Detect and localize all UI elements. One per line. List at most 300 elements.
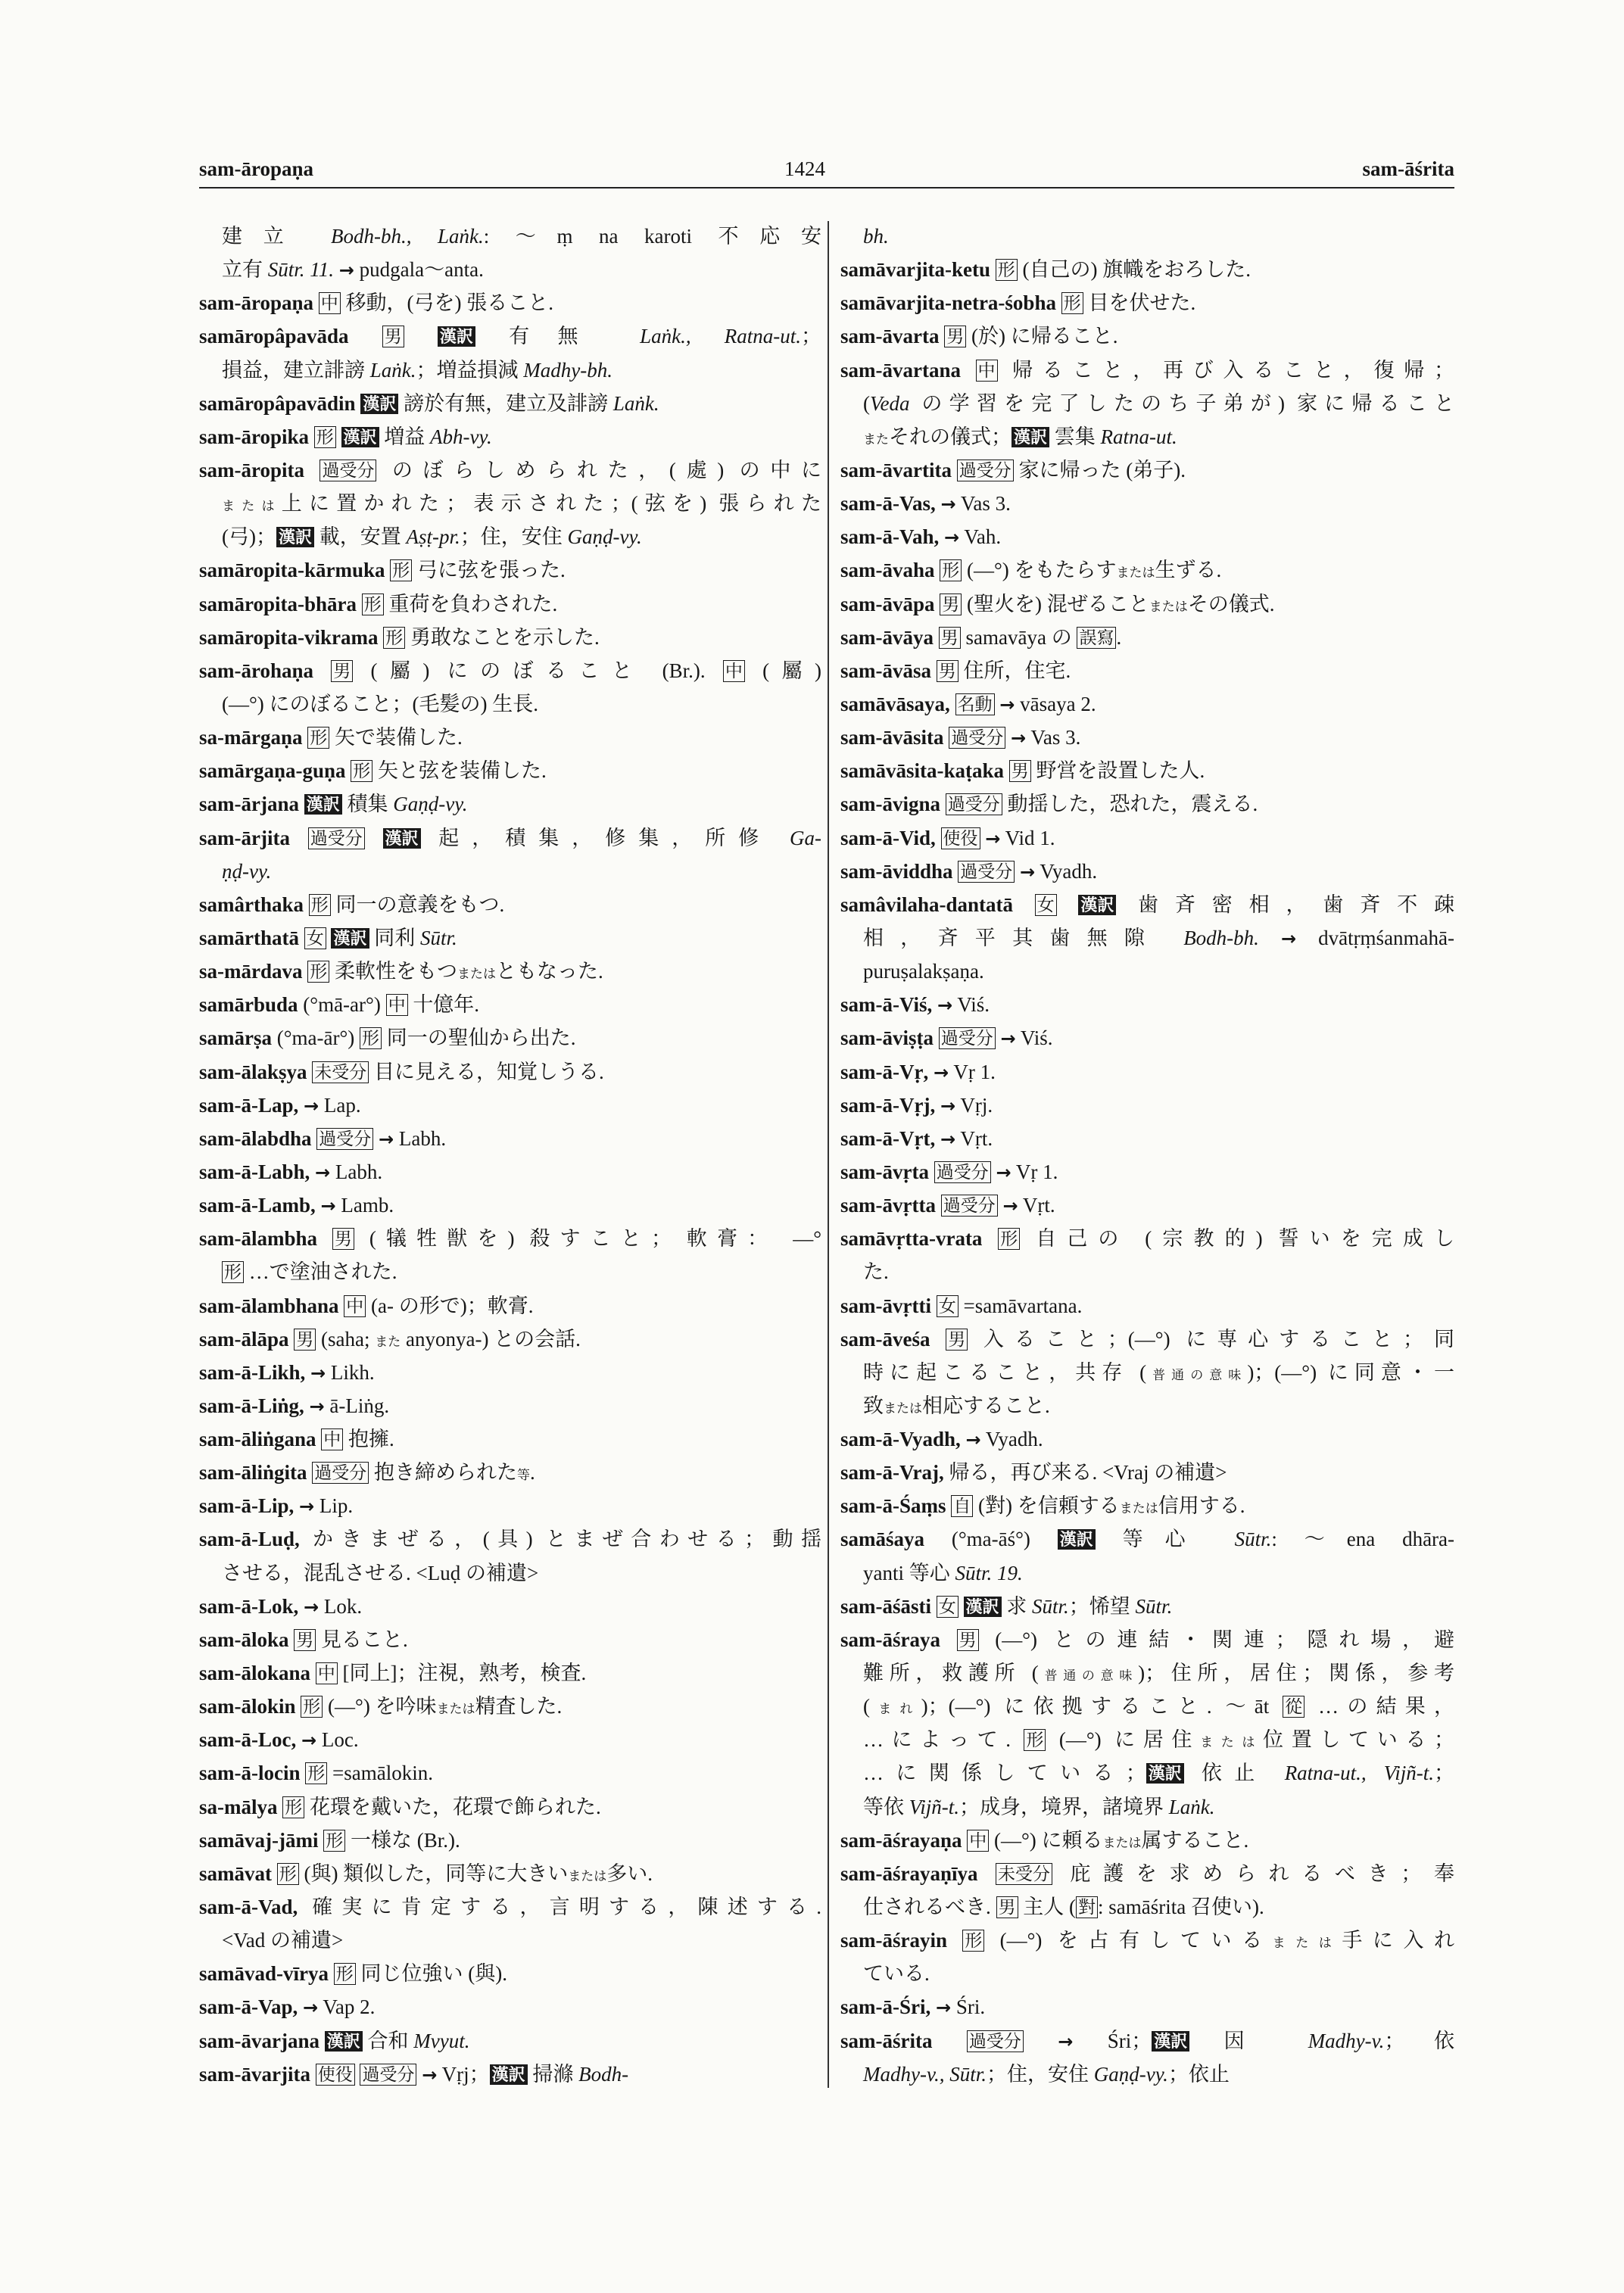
entry-text: た.: [863, 1260, 889, 1284]
grammar-label: 女: [937, 1295, 959, 1317]
source-abbreviation: Madhy-v.: [1308, 2029, 1385, 2052]
entry-text: 歯斉密相，歯斉不疎: [1116, 893, 1454, 916]
entry-line: [840, 787, 1454, 821]
small-note: または: [1116, 565, 1155, 581]
entry-text: 同利: [369, 926, 420, 949]
entry-line: [199, 1690, 821, 1723]
entry-line: [840, 1089, 1454, 1122]
entry-headword: sam-ā-Viś,: [840, 993, 933, 1017]
entry-text: [320, 2030, 325, 2052]
entry-text: 時に起こること，共存 (: [863, 1360, 1147, 1384]
entry-text: anyonya-) との会話.: [401, 1327, 581, 1351]
entry-text: [959, 1595, 964, 1618]
entry-text: Vap 2.: [318, 1995, 376, 2019]
entry-headword: sam-ā-Labh,: [199, 1160, 310, 1183]
small-note: また: [863, 431, 889, 447]
entry-text: 確実に肯定する，言明する，陳述する.: [298, 1896, 821, 1919]
entry-text: 難所，救護所 (: [863, 1662, 1039, 1685]
entry-headword: sam-ā-Vṛj,: [840, 1093, 936, 1117]
entry-line: [199, 621, 821, 654]
entry-text: Vyadh.: [980, 1428, 1043, 1451]
grammar-label: 形: [222, 1261, 244, 1283]
kanyaku-label: 漢訳: [331, 928, 369, 949]
entry-line: [199, 787, 821, 821]
entry-headword: samāvāsaya,: [840, 692, 950, 715]
entry-text: .: [530, 1461, 535, 1485]
entry-text: (犠牲獣を) 殺すこと； 軟膏： —°: [354, 1227, 821, 1251]
grammar-label: 誤寫: [1077, 627, 1116, 649]
entry-headword: sam-ā-Luḍ,: [199, 1528, 300, 1551]
entry-text: : ～ṃ na karoti 不応安: [483, 225, 821, 248]
small-note: または: [568, 1868, 607, 1883]
entry-text: [304, 1394, 310, 1417]
cross-reference-arrow: →: [338, 260, 354, 282]
entry-headword: sam-āvartana: [840, 358, 961, 382]
entry-text: 帰る，再び来る. <Vraj の補遺>: [943, 1461, 1227, 1485]
entry-headword: sam-ā-Śri,: [840, 1995, 931, 2019]
entry-text: [316, 1428, 322, 1450]
entry-text: Vas 3.: [1026, 726, 1081, 749]
source-abbreviation: Veda: [870, 391, 910, 415]
entry-text: 積集: [341, 793, 394, 816]
entry-line: [199, 1857, 821, 1890]
grammar-label: 男: [939, 627, 961, 649]
entry-line: [840, 1656, 1454, 1690]
entry-line: [840, 286, 1454, 319]
entry-text: (°ma-ār°): [272, 1027, 360, 1050]
entry-line: [840, 1890, 1454, 1924]
entry-headword: sam-ālokana: [199, 1662, 311, 1685]
entry-headword: sam-āvarta: [840, 325, 940, 348]
entry-text: [310, 1662, 316, 1684]
entry-line: [840, 1690, 1454, 1723]
entry-line: [199, 1590, 821, 1623]
entry-headword: sam-āropaṇa: [199, 291, 314, 315]
cross-reference-arrow: →: [933, 1061, 949, 1083]
entry-text: (a- の形で)；軟膏.: [366, 1294, 534, 1317]
entry-line: [840, 721, 1454, 754]
entry-line: [840, 453, 1454, 487]
entry-line: [199, 1155, 821, 1189]
grammar-label: 過受分: [941, 1195, 998, 1217]
entry-line: [199, 1055, 821, 1089]
entry-headword: sam-ālambha: [199, 1227, 318, 1251]
entry-text: …によって.: [863, 1728, 1024, 1752]
entry-text: Vṛt.: [955, 1126, 993, 1150]
entry-text: 柔軟性をもつ: [329, 960, 457, 983]
entry-headword: sam-āropika: [199, 425, 310, 448]
entry-text: 同一の意義をもつ.: [330, 893, 505, 916]
source-abbreviation: Sūtr. 19.: [955, 1561, 1023, 1584]
grammar-label: 形: [334, 1963, 356, 1985]
entry-line: [840, 888, 1454, 921]
entry-text: [929, 1161, 934, 1183]
entry-line: [199, 1824, 821, 1857]
source-abbreviation: Sūtr. 11.: [267, 258, 335, 282]
cross-reference-arrow: →: [299, 1496, 315, 1518]
entry-headword: sam-āvāsita: [840, 726, 944, 749]
source-abbreviation: Gaṇḍ-vy.: [567, 525, 642, 549]
entry-text: 合和: [362, 2029, 414, 2052]
entry-text: [318, 1829, 323, 1852]
source-abbreviation: Madhy-bh.: [523, 358, 613, 382]
entry-text: [939, 325, 944, 347]
grammar-label: 中: [967, 1830, 989, 1852]
entry-line: [199, 2058, 821, 2091]
entry-headword: samāśaya: [840, 1528, 925, 1551]
entry-text: : samāśrita 召使い).: [1098, 1896, 1264, 1919]
entry-text: [296, 1728, 301, 1751]
entry-text: [303, 726, 308, 749]
entry-line: [199, 955, 821, 988]
entry-line: [199, 687, 821, 721]
entry-text: (°ma-āś°): [924, 1528, 1058, 1551]
entry-text: [1005, 726, 1011, 749]
entry-headword: sam-āliṅgita: [199, 1461, 307, 1485]
entry-text: (—°) を占有している: [984, 1929, 1273, 1952]
grammar-label: 形: [282, 1796, 304, 1818]
grammar-label: 中: [321, 1428, 343, 1450]
entry-line: [840, 621, 1454, 654]
small-note: または: [436, 1702, 475, 1717]
grammar-label: 男: [944, 326, 966, 347]
source-abbreviation: Bodh-bh.: [1183, 926, 1259, 949]
source-abbreviation: Laṅk.: [369, 358, 416, 382]
entry-headword: sam-āśāsti: [840, 1594, 931, 1618]
cross-reference-arrow: →: [304, 1596, 320, 1618]
entry-line: [199, 1556, 821, 1590]
entry-headword: sam-āvaha: [840, 559, 935, 582]
entry-text: [978, 1862, 996, 1885]
grammar-label: 形: [323, 1830, 345, 1852]
entry-line: [199, 1723, 821, 1756]
entry-headword: sam-ārohaṇa: [199, 659, 314, 682]
entry-text: 自己の (宗教的) 誓いを完成し: [1020, 1227, 1454, 1251]
entry-text: 雲集: [1049, 425, 1101, 448]
cross-reference-arrow: →: [320, 1195, 336, 1217]
entry-headword: samārbuda: [199, 993, 298, 1017]
entry-text: (—°) にのぼること；(毛髪の) 生長.: [222, 692, 539, 715]
source-abbreviation: bh.: [863, 225, 889, 248]
entry-text: Viś.: [952, 993, 990, 1017]
grammar-label: 自: [951, 1495, 973, 1517]
entry-line: [199, 220, 821, 253]
entry-text: [336, 425, 341, 448]
entry-line: [840, 754, 1454, 787]
entry-line: [840, 2024, 1454, 2058]
entry-text: [990, 258, 996, 281]
entry-text: (: [863, 1695, 870, 1718]
entry-text: [1024, 2030, 1058, 2052]
small-note: または: [1102, 1835, 1142, 1850]
grammar-label: 男: [331, 660, 353, 682]
cross-reference-arrow: →: [315, 1161, 331, 1183]
entry-text: [356, 392, 361, 415]
entry-text: Loc.: [316, 1728, 359, 1752]
entry-line: [840, 1323, 1454, 1356]
source-abbreviation: Gaṇḍ-vy.: [1093, 2062, 1168, 2086]
entry-text: [317, 1227, 332, 1250]
entry-text: [1004, 759, 1009, 782]
entry-line: [199, 1890, 821, 1924]
entry-text: (自己の) 旗幟をおろした.: [1017, 258, 1251, 282]
entry-headword: sam-ā-locin: [199, 1762, 301, 1785]
entry-text: Likh.: [326, 1360, 375, 1384]
small-note: または: [884, 1400, 922, 1416]
entry-text: (saha;: [316, 1327, 376, 1351]
entry-text: (屬) にのぼること (Br.).: [353, 659, 723, 682]
entry-text: (°mā-ar°): [298, 993, 386, 1017]
entry-text: =samālokin.: [327, 1762, 433, 1785]
entry-headword: sam-ā-Vad,: [199, 1896, 298, 1919]
entry-headword: sam-āviṣṭa: [840, 1027, 934, 1050]
grammar-label: 形: [1024, 1729, 1046, 1751]
entry-headword: samāropâpavādin: [199, 391, 356, 415]
cross-reference-arrow: →: [999, 693, 1015, 715]
entry-text: : ～ena dhāra-: [1271, 1528, 1454, 1551]
kanyaku-label: 漢訳: [1058, 1529, 1096, 1550]
entry-text: Vah.: [959, 525, 1002, 549]
entry-line: [199, 1122, 821, 1155]
source-abbreviation: Sūtr.: [420, 926, 457, 949]
grammar-label: 形: [1061, 292, 1083, 314]
entry-headword: samâvilaha-dantatā: [840, 893, 1014, 916]
entry-text: 属すること.: [1141, 1828, 1249, 1852]
entry-line: [840, 1422, 1454, 1456]
entry-headword: samāvat: [199, 1862, 272, 1885]
entry-text: 抱き締められた: [369, 1461, 518, 1485]
right-column: [840, 220, 1454, 2091]
small-note: または: [1119, 1501, 1158, 1516]
kanyaku-label: 漢訳: [1078, 895, 1116, 915]
entry-headword: sa-mārdava: [199, 960, 303, 983]
entry-line: [199, 921, 821, 955]
small-note: また: [375, 1334, 401, 1349]
grammar-label: 形: [309, 894, 331, 916]
entry-line: [199, 387, 821, 420]
kanyaku-label: 漢訳: [304, 794, 342, 815]
entry-headword: sam-ālakṣya: [199, 1060, 307, 1083]
grammar-label: 形: [996, 259, 1018, 281]
entry-text: 損益，建立誹謗: [222, 358, 370, 382]
entry-text: 等心: [1095, 1528, 1235, 1551]
entry-text: [326, 927, 332, 949]
left-column: [199, 220, 821, 2091]
grammar-label: 過受分: [316, 1128, 373, 1150]
kanyaku-label: 漢訳: [438, 326, 475, 347]
grammar-label: 形: [307, 727, 329, 749]
entry-text: 十億年.: [407, 993, 480, 1017]
entry-text: 掃滌: [527, 2062, 579, 2086]
entry-text: [289, 1628, 295, 1651]
entry-headword: sam-ā-Vraj,: [840, 1461, 944, 1485]
entry-line: [840, 487, 1454, 520]
entry-line: [840, 1623, 1454, 1656]
entry-text: Lamb.: [335, 1194, 394, 1217]
kanyaku-label: 漢訳: [490, 2064, 528, 2085]
entry-text: 致: [863, 1394, 884, 1417]
entry-text: [278, 1796, 283, 1818]
entry-text: <Vad の補遺>: [222, 1929, 344, 1952]
entry-headword: sam-āvṛtti: [840, 1294, 931, 1317]
entry-text: 家に帰った (弟子).: [1013, 458, 1186, 481]
entry-line: [199, 855, 821, 888]
entry-headword: sam-ālāpa: [199, 1327, 289, 1351]
entry-text: 勇敢なことを示した.: [405, 625, 600, 649]
entry-headword: sa-mārgaṇa: [199, 726, 303, 749]
entry-text: [931, 1595, 937, 1618]
entry-text: [946, 1494, 952, 1517]
entry-line: [840, 1924, 1454, 1957]
entry-text: 同一の聖仙から出た.: [382, 1027, 576, 1050]
entry-text: vāsaya 2.: [1015, 692, 1096, 715]
entry-line: [840, 1289, 1454, 1323]
entry-text: Lok.: [319, 1594, 363, 1618]
entry-text: 立有: [222, 258, 268, 282]
entry-line: [840, 587, 1454, 621]
source-abbreviation: Madhy-v., Sūtr.: [863, 2062, 987, 2086]
entry-text: [931, 659, 937, 682]
source-abbreviation: Ratna-ut.: [1100, 425, 1177, 448]
grammar-label: 形: [362, 594, 384, 615]
entry-text: [936, 492, 941, 515]
entry-text: (: [863, 391, 870, 415]
entry-text: Vid 1.: [1000, 826, 1055, 849]
entry-text: )；(—°) に同意・一: [1247, 1360, 1454, 1384]
source-abbreviation: Abh-vy.: [430, 425, 492, 448]
entry-text: [950, 693, 955, 715]
entry-text: 一様な (Br.).: [345, 1828, 460, 1852]
entry-headword: samāropita-vikrama: [199, 625, 379, 649]
grammar-label: 過受分: [957, 460, 1014, 481]
entry-line: [199, 553, 821, 587]
entry-text: 主人 (: [1018, 1896, 1076, 1919]
entry-headword: sam-āśrayin: [840, 1929, 947, 1952]
source-abbreviation: Bodh-bh., Laṅk.: [331, 225, 484, 248]
grammar-label: 從: [1283, 1696, 1304, 1718]
entry-line: [199, 1021, 821, 1055]
kanyaku-label: 漢訳: [964, 1597, 1002, 1617]
entry-headword: samāropita-bhāra: [199, 592, 357, 615]
entry-headword: sam-āvṛta: [840, 1160, 929, 1183]
cross-reference-arrow: →: [309, 1395, 325, 1417]
entry-text: pudgala～anta.: [354, 258, 484, 282]
entry-text: [930, 1328, 946, 1351]
entry-text: [935, 593, 940, 615]
entry-text: 生ずる.: [1155, 559, 1222, 582]
entry-text: [935, 1127, 940, 1150]
entry-line: [199, 354, 821, 387]
entry-text: …で塗油された.: [244, 1260, 397, 1284]
entry-headword: sam-āvarjana: [199, 2029, 320, 2052]
entry-text: (—°) を吟味: [323, 1695, 437, 1718]
entry-headword: samāvṛtta-vrata: [840, 1227, 983, 1251]
entry-text: ともなった.: [496, 960, 603, 983]
entry-text: [357, 593, 362, 615]
entry-line: [199, 1089, 821, 1122]
entry-headword: sam-ārjita: [199, 826, 290, 849]
entry-text: [935, 1094, 940, 1117]
entry-headword: sam-ā-Liṅg,: [199, 1394, 304, 1417]
entry-headword: sam-āvartita: [840, 458, 952, 481]
entry-text: (於) に帰ること.: [966, 325, 1118, 348]
entry-headword: sam-āvṛtta: [840, 1194, 936, 1217]
entry-text: 仕されるべき.: [863, 1896, 996, 1919]
entry-text: 入ること；(—°) に専心すること；同: [968, 1327, 1454, 1351]
entry-line: [840, 1723, 1454, 1756]
entry-text: Śri；: [1073, 2029, 1152, 2052]
grammar-label: 男: [382, 326, 404, 347]
entry-text: その儀式.: [1187, 592, 1275, 615]
small-note: 普通の意味: [1146, 1367, 1248, 1382]
entry-text: 矢と弦を装備した.: [372, 759, 547, 783]
entry-text: かきまぜる，(具) とまぜ合わせる；動揺: [299, 1528, 821, 1551]
entry-text: 依止: [1183, 1762, 1285, 1785]
grammar-label: 中: [386, 994, 408, 1016]
entry-headword: sam-ā-Vṛt,: [840, 1126, 936, 1150]
entry-text: 有無: [475, 325, 641, 348]
entry-headword: samârthaka: [199, 893, 304, 916]
entry-text: (—°) に頼る: [989, 1828, 1103, 1852]
grammar-label: 男: [332, 1228, 354, 1250]
cross-reference-arrow: →: [303, 1997, 319, 2019]
entry-headword: samāvāsita-kaṭaka: [840, 759, 1005, 783]
entry-line: [840, 1556, 1454, 1590]
grammar-label: 形: [940, 559, 962, 581]
source-abbreviation: Laṅk.: [613, 391, 659, 415]
cross-reference-arrow: →: [940, 494, 956, 516]
entry-text: [310, 2063, 316, 2086]
cross-reference-arrow: →: [379, 1128, 394, 1150]
entry-text: 因: [1189, 2029, 1308, 2052]
entry-headword: sam-āvāsa: [840, 659, 931, 682]
entry-text: 増益: [379, 425, 431, 448]
entry-headword: sa-mālya: [199, 1795, 278, 1818]
entry-text: (屬): [744, 659, 821, 682]
entry-text: Lip.: [314, 1494, 354, 1518]
entry-line: [840, 1522, 1454, 1556]
entry-text: [930, 1995, 936, 2018]
entry-headword: sam-āśrayaṇa: [840, 1828, 962, 1852]
grammar-label: 中: [344, 1295, 366, 1317]
running-head-left: sam-āropaṇa: [199, 157, 314, 180]
entry-text: 等依: [863, 1795, 909, 1818]
entry-line: [199, 1656, 821, 1690]
entry-text: )；(—°) に依拠すること. ～āt: [921, 1695, 1283, 1718]
entry-text: [1013, 893, 1035, 916]
entry-text: ；住，安住: [460, 525, 568, 549]
entry-line: [840, 520, 1454, 553]
grammar-label: 過受分: [360, 2064, 416, 2086]
entry-text: [304, 459, 320, 481]
small-note: または: [1200, 1735, 1264, 1750]
entry-headword: sam-āloka: [199, 1628, 289, 1651]
cross-reference-arrow: →: [1000, 1028, 1016, 1050]
entry-text: 移動，(弓を) 張ること.: [340, 291, 554, 315]
entry-text: [928, 1061, 934, 1083]
entry-headword: sam-ālabdha: [199, 1126, 312, 1150]
entry-line: [840, 821, 1454, 855]
entry-line: [199, 721, 821, 754]
cross-reference-arrow: →: [1011, 727, 1027, 749]
grammar-label: 未受分: [996, 1863, 1052, 1885]
small-note: まれ: [870, 1702, 921, 1717]
entry-text: [307, 1061, 313, 1083]
entry-text: [385, 559, 391, 581]
entry-text: …に関係している；: [863, 1762, 1146, 1785]
entry-text: Viś.: [1015, 1027, 1053, 1050]
grammar-label: 過受分: [939, 1027, 996, 1049]
